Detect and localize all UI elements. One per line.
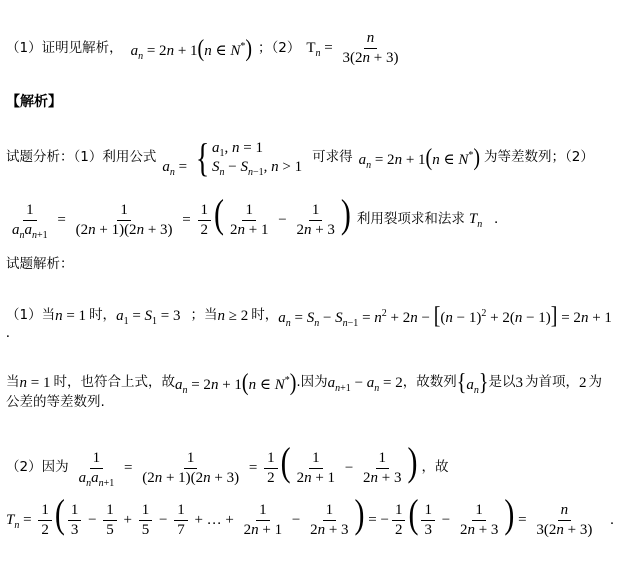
step1-text-a: （1）当 (6, 307, 56, 324)
step1b-text-a: 当 (6, 374, 20, 391)
step1b-text-f: 为首项， (524, 374, 579, 391)
step1-line (6, 302, 626, 330)
step1b-diff: $a_{n+1} - a_n = 2$ (327, 374, 403, 394)
step1b-text-d: ，故数列 (402, 374, 457, 391)
step1b-text-g: 为 (588, 374, 602, 391)
step1b-text-h: 公差的等差数列. (6, 394, 105, 410)
answer-line (6, 30, 626, 68)
analysis-mid-text: 可求得 (312, 149, 353, 166)
step1-cond1: n = 1 (55, 307, 87, 324)
step2-line-1 (6, 440, 626, 490)
step1-dot: . (6, 325, 10, 341)
step1-an-derivation: $a_n = S_n - S_{n-1} = n^2 + 2n - [(n - 1)^2 + 2(n - 1)] = 2n + 1$ (278, 302, 612, 330)
step1b-line (6, 369, 626, 397)
step1b-seq: $\{a_n\}$ (456, 369, 489, 397)
step1b-cond: n = 1 (19, 374, 51, 391)
step1b-text-e: 是以 (488, 374, 516, 391)
step1-cond2: n ≥ 2 (217, 307, 249, 324)
step1b-text-c: .因为 (296, 374, 328, 391)
analysis-formula-piecewise: $a_n$ = { $a_1$, n = 1 $S_n - S_{n-1}$, n > 1 (162, 135, 303, 180)
analysis-tn: $T_n$ (468, 211, 483, 231)
analysis-formula-an: $a_n = 2n + 1(n$ ∈ N*) (358, 144, 480, 172)
step1-text-c: ；当 (190, 307, 218, 324)
analysis-label: 试题分析：（1）利用公式 (6, 149, 157, 166)
analysis-line2-tail: 利用裂项求和法求 (356, 210, 465, 227)
step1b-first-term: 3 (515, 374, 523, 391)
step2-text-b: ，故 (421, 458, 449, 475)
analysis-line-2 (6, 192, 626, 242)
step2-sum-formula: $T_n$ = $\frac{1}{2}$ ( $\frac{1}{3}$ − $\frac{1}{5}$ + $\frac{1}{5}$ − $\frac{1}{7}$ + … + $\frac{1}{2n + 1}$ − $\frac{1}{2n + 3}$ ) = − $\frac{1}{2}$ ( $\frac{1}{3}$ − $\frac{1}{2n + 3}$ ) = $\frac{n}{3(2n + 3)}$ . (6, 492, 614, 539)
answer-formula-tn: $T_n$ = $\frac{n}{3(2n + 3)}$ (306, 30, 399, 67)
step2-line-2 (6, 492, 626, 539)
analysis-tail-text: 为等差数列；（2） (484, 149, 594, 166)
step2-text-a: （2）因为 (6, 458, 69, 475)
step2-split-formula: $\frac{1}{a_na_{n+1}}$ = $\frac{1}{(2n + 1)(2n + 3)}$ = $\frac{1}{2}$ ( $\frac{1}{2n + 1}$ − $\frac{1}{2n + 3}$ ) (78, 440, 418, 490)
step1b-common-diff: 2 (578, 374, 587, 391)
section-header: 【解析】 (6, 94, 62, 110)
analysis-period: . (494, 211, 498, 228)
answer-formula-an: $a_n = 2n + 1(n$ ∈ N*) (130, 35, 252, 62)
solution-label: 试题解析： (6, 256, 74, 272)
step1-text-b: 时， (89, 307, 117, 324)
analysis-split-formula: $\frac{1}{a_na_{n+1}}$ = $\frac{1}{(2n + 1)(2n + 3)}$ = $\frac{1}{2}$ ( $\frac{1}{2n + 1}$ − $\frac{1}{2n + 3}$ ) (12, 192, 351, 242)
step1b-an: $a_n = 2n + 1(n$ ∈ N*) (174, 369, 297, 397)
step1-a1: $a_1 = S_1 = 3$ (116, 307, 181, 327)
answer-part1-label: （1）证明见解析， (6, 40, 123, 56)
step1-text-d: 时， (251, 307, 279, 324)
analysis-line-1 (6, 135, 626, 180)
step1b-text-b: 时，也符合上式，故 (53, 374, 175, 391)
answer-separator: ；（2） (258, 40, 301, 56)
